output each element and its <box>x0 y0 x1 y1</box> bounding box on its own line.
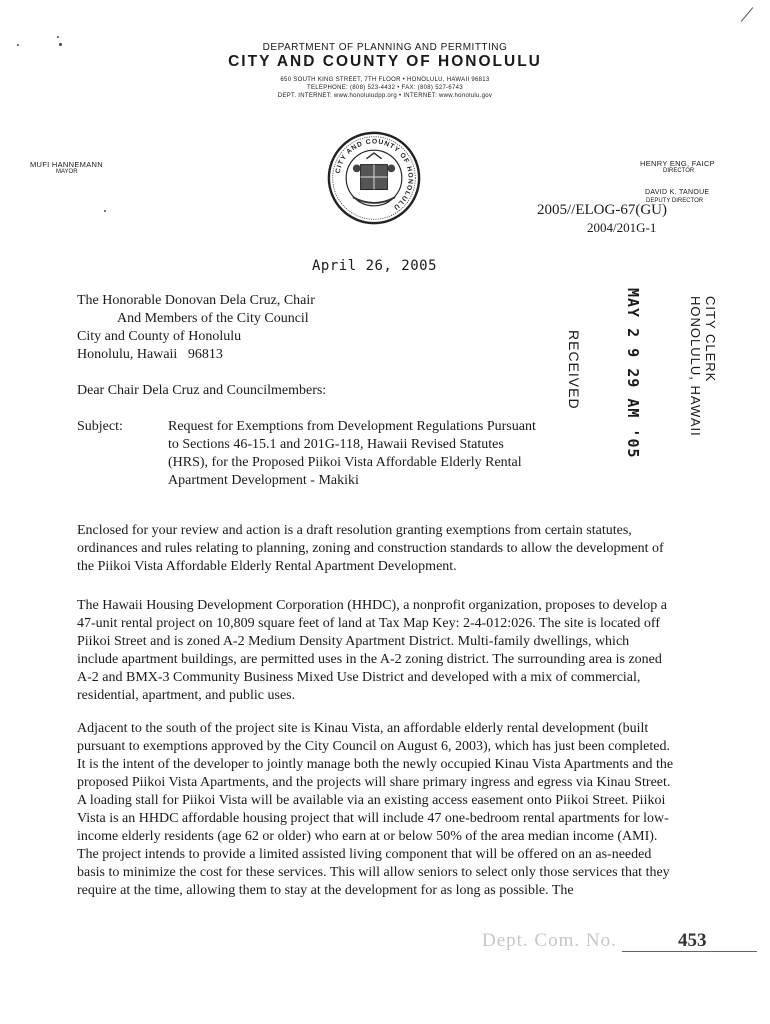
salutation: Dear Chair Dela Cruz and Councilmembers: <box>77 383 327 398</box>
addressee-block <box>77 292 315 364</box>
signature-underline <box>622 951 757 952</box>
internet-line: DEPT. INTERNET: www.honoluludpp.org • INTERNET: www.honolulu.gov <box>277 93 493 99</box>
phone-line: TELEPHONE: (808) 523-4432 • FAX: (808) 527-6743 <box>307 85 463 91</box>
received-date-stamp: MAY 2 9 29 AM '05 <box>624 288 642 459</box>
body-paragraph: Enclosed for your review and action is a draft resolution granting exemptions from certain statutes, ordinances and rules relating to planning, zoning and construction standards to allow the development of the Piikoi Vista Affordable Elderly Rental Apartment Development. <box>77 523 664 574</box>
subject-label: Subject: <box>77 419 123 434</box>
mayor-name: MUFI HANNEMANN <box>30 160 103 169</box>
document-communication-label: Dept. Com. No. <box>482 930 617 951</box>
addressee-line: The Honorable Donovan Dela Cruz, Chair <box>77 293 315 308</box>
director-title: DIRECTOR <box>663 168 695 174</box>
body-paragraph: Adjacent to the south of the project site is Kinau Vista, an affordable elderly rental development (built pursuant to exemptions approved by the City Council on August 6, 2003), which has just been completed. It is the intent of the developer to jointly manage both the newly occupied Kinau Vista Apartments and the proposed Piikoi Vista Apartments, and the projects will share primary ingress and egress via Kinau Street. A loading stall for Piikoi Vista will be available via an existing access easement onto Piikoi Street. Piikoi Vista is an HHDC affordable housing project that will include 47 one-bedroom rental apartments for low-income elderly residents (age 62 or older) who earn at or below 50% of the area median income (AMI). The project intends to provide a limited assisted living component that will be offered on an as-needed basis to minimize the cost for these services. This will allow seniors to select only those services that they require at the time, allowing them to stay at the development for as long as possible. The <box>77 721 674 898</box>
addressee-line: And Members of the City Council <box>117 311 309 326</box>
city-name: CITY AND COUNTY OF HONOLULU <box>228 53 542 70</box>
pen-mark <box>741 7 753 21</box>
addressee-line: Honolulu, Hawaii 96813 <box>77 347 223 362</box>
reference-number-secondary: 2004/201G-1 <box>587 220 657 235</box>
scan-speck <box>104 210 106 212</box>
city-clerk-stamp-line: CITY CLERK <box>703 296 718 383</box>
deputy-director-title: DEPUTY DIRECTOR <box>646 198 704 204</box>
subject-text: Request for Exemptions from Development Regulations Pursuant to Sections 46-15.1 and 201G-118, Hawaii Revised Statutes (HRS), for the Proposed Piikoi Vista Affordable Elderly Rental Apartment Development - Makiki <box>168 419 536 488</box>
letterhead-address <box>0 76 770 100</box>
director-name: HENRY ENG, FAICP <box>640 159 715 168</box>
addressee-line: City and County of Honolulu <box>77 329 242 344</box>
document-communication-number: 453 <box>678 930 707 951</box>
letter-date: April 26, 2005 <box>312 258 438 274</box>
received-stamp: RECEIVED <box>566 330 582 410</box>
seal-text: CITY AND COUNTY OF HONOLULU <box>334 138 414 212</box>
mayor-title: MAYOR <box>56 169 78 175</box>
city-seal-icon <box>326 130 422 226</box>
city-clerk-stamp-line: HONOLULU, HAWAII <box>688 296 703 437</box>
department-name: DEPARTMENT OF PLANNING AND PERMITTING <box>262 42 508 53</box>
deputy-director-name: DAVID K. TANOUE <box>645 189 710 196</box>
reference-number: 2005//ELOG-67(GU) <box>537 202 667 218</box>
body-paragraph: The Hawaii Housing Development Corporation (HHDC), a nonprofit organization, proposes to develop a 47-unit rental project on 10,809 square feet of land at Tax Map Key: 2-4-012:026. The site is located off Piikoi Street and is zoned A-2 Medium Density Apartment District. Multi-family dwellings, which include apartment buildings, are permitted uses in the A-2 zoning district. The surrounding area is zoned A-2 and BMX-3 Community Business Mixed Use District and developed with a mix of commercial, residential, apartment, and public uses. <box>77 598 667 703</box>
scan-speck <box>57 36 59 38</box>
city-clerk-stamp <box>688 296 718 437</box>
address-line: 650 SOUTH KING STREET, 7TH FLOOR • HONOLULU, HAWAII 96813 <box>280 77 490 83</box>
